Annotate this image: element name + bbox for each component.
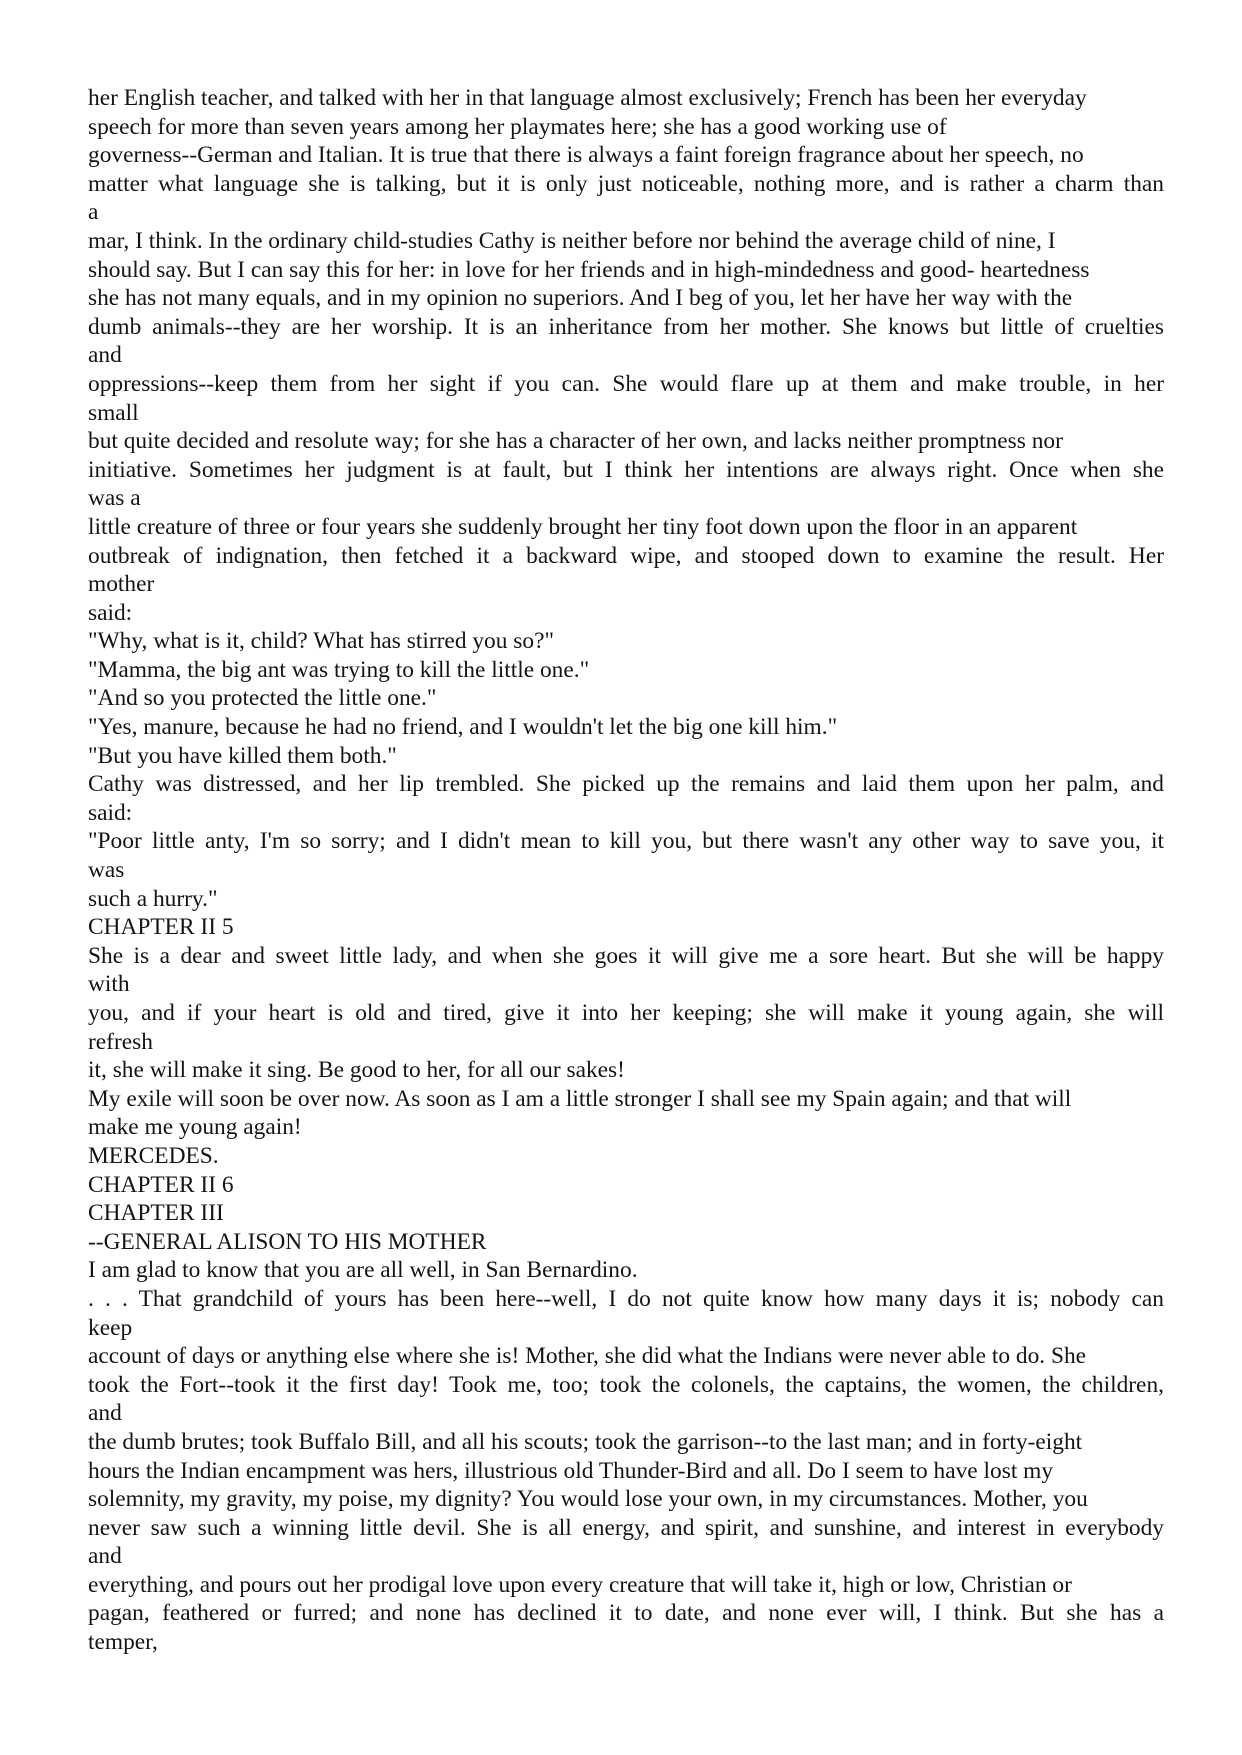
text-line: account of days or anything else where she is! Mother, she did what the Indians were never able to do. She	[88, 1343, 1087, 1370]
text-line: oppressions--keep them from her sight if you can. She would flare up at them and make trouble, in her	[88, 370, 1164, 397]
text-line: Cathy was distressed, and her lip trembled. She picked up the remains and laid them upon her palm, and	[88, 771, 1164, 798]
document-body	[88, 84, 1164, 1657]
text-line: governess--German and Italian. It is true that there is always a faint foreign fragrance about her speech, no	[88, 142, 1084, 169]
text-line: refresh	[88, 1028, 153, 1055]
text-line: you, and if your heart is old and tired, give it into her keeping; she will make it young again, she will	[88, 1000, 1164, 1026]
text-line: mother	[88, 571, 155, 598]
text-line: such a hurry."	[88, 885, 218, 912]
text-line: . . . That grandchild of yours has been here--well, I do not quite know how many days it is; nobody can	[88, 1285, 1164, 1312]
text-line: make me young again!	[88, 1114, 302, 1141]
text-line: should say. But I can say this for her: in love for her friends and in high-mindedness and good- heartedness	[88, 256, 1090, 283]
text-line: matter what language she is talking, but it is only just noticeable, nothing more, and is rather a charm than	[88, 170, 1164, 197]
text-line: was a	[88, 485, 141, 512]
text-line: her English teacher, and talked with her in that language almost exclusively; French has been her everyday	[88, 85, 1087, 111]
text-line: "Yes, manure, because he had no friend, and I wouldn't let the big one kill him."	[88, 714, 838, 741]
text-line: small	[88, 399, 139, 426]
text-line: temper,	[88, 1629, 158, 1656]
text-line: "Poor little anty, I'm so sorry; and I didn't mean to kill you, but there wasn't any other way to save you, it	[88, 828, 1164, 855]
text-line: said:	[88, 799, 133, 826]
text-line: outbreak of indignation, then fetched it a backward wipe, and stooped down to examine the result. Her	[88, 542, 1164, 569]
text-line: initiative. Sometimes her judgment is at fault, but I think her intentions are always right. Once when she	[88, 456, 1164, 483]
text-line: dumb animals--they are her worship. It is an inheritance from her mother. She knows but little of cruelties	[88, 313, 1164, 340]
text-line: she has not many equals, and in my opinion no superiors. And I beg of you, let her have her way with the	[88, 285, 1073, 312]
text-line: but quite decided and resolute way; for she has a character of her own, and lacks neither promptness nor	[88, 428, 1063, 455]
text-line: CHAPTER II 6	[88, 1171, 234, 1198]
text-line: never saw such a winning little devil. She is all energy, and spirit, and sunshine, and interest in everybody	[88, 1514, 1164, 1541]
text-line: My exile will soon be over now. As soon as I am a little stronger I shall see my Spain again; and that will	[88, 1085, 1072, 1112]
text-line: "Mamma, the big ant was trying to kill the little one."	[88, 656, 590, 683]
text-line: keep	[88, 1314, 133, 1341]
text-line: MERCEDES.	[88, 1142, 219, 1169]
text-line: "Why, what is it, child? What has stirred you so?"	[88, 628, 555, 655]
text-line: it, she will make it sing. Be good to her, for all our sakes!	[88, 1057, 625, 1084]
text-line: speech for more than seven years among her playmates here; she has a good working use of	[88, 113, 947, 140]
text-line: I am glad to know that you are all well, in San Bernardino.	[88, 1257, 638, 1284]
text-line: a	[88, 199, 99, 226]
text-line: with	[88, 971, 130, 998]
text-line: everything, and pours out her prodigal love upon every creature that will take it, high or low, Christian or	[88, 1571, 1072, 1598]
text-line: the dumb brutes; took Buffalo Bill, and all his scouts; took the garrison--to the last man; and in forty-eight	[88, 1428, 1083, 1455]
text-line: "And so you protected the little one."	[88, 685, 437, 712]
text-line: and	[88, 342, 122, 369]
text-line: and	[88, 1543, 122, 1570]
text-line: hours the Indian encampment was hers, illustrious old Thunder-Bird and all. Do I seem to have lost my	[88, 1457, 1054, 1484]
text-line: pagan, feathered or furred; and none has declined it to date, and none ever will, I think. But she has a	[88, 1600, 1164, 1627]
text-line: took the Fort--took it the first day! Took me, too; took the colonels, the captains, the women, the children,	[88, 1371, 1164, 1398]
text-line: mar, I think. In the ordinary child-studies Cathy is neither before nor behind the average child of nine, I	[88, 227, 1056, 254]
text-line: said:	[88, 599, 133, 626]
text-line: She is a dear and sweet little lady, and when she goes it will give me a sore heart. But she will be happy	[88, 942, 1164, 969]
text-line: solemnity, my gravity, my poise, my dignity? You would lose your own, in my circumstances. Mother, you	[88, 1486, 1088, 1513]
text-line: and	[88, 1400, 122, 1427]
text-line: "But you have killed them both."	[88, 742, 397, 769]
text-line: was	[88, 857, 125, 884]
text-line: --GENERAL ALISON TO HIS MOTHER	[88, 1228, 487, 1255]
text-line: CHAPTER III	[88, 1200, 224, 1227]
text-line: little creature of three or four years she suddenly brought her tiny foot down upon the floor in an apparent	[88, 513, 1078, 540]
text-line: CHAPTER II 5	[88, 914, 234, 941]
